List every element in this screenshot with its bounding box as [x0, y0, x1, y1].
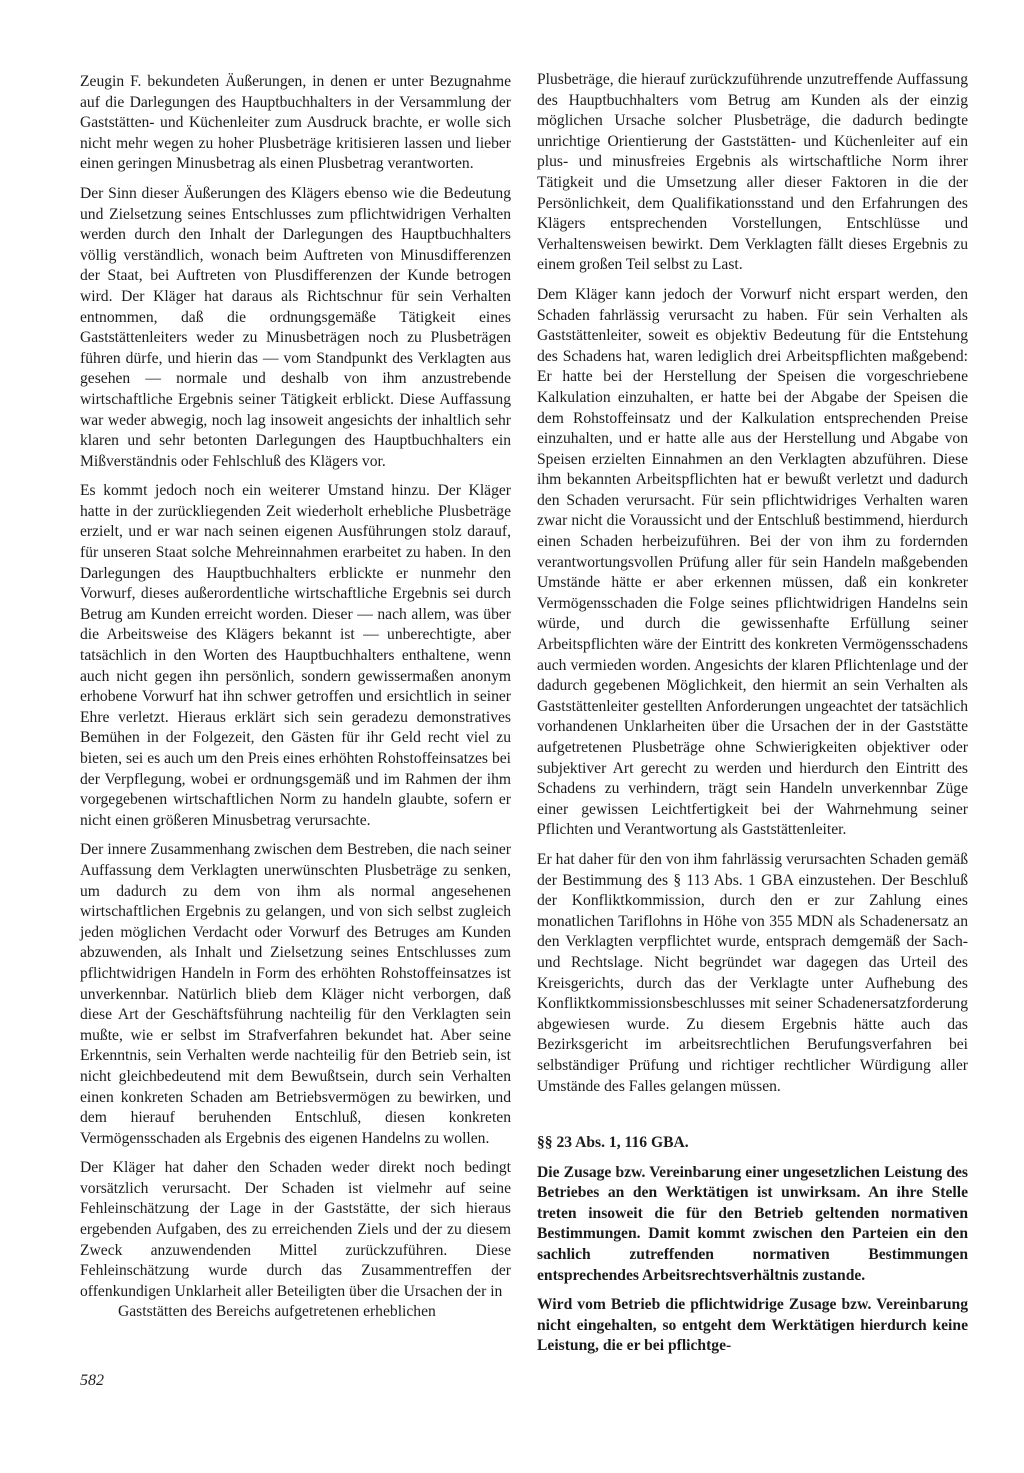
- section-heading: §§ 23 Abs. 1, 116 GBA.: [537, 1134, 689, 1152]
- left-paragraph-5-tail: Gaststätten des Bereichs aufgetretenen erheblichen: [118, 1303, 436, 1321]
- headnote-paragraph-1: Die Zusage bzw. Vereinbarung einer ungesetzlichen Leistung des Betriebes an den Werktätigen ist unwirksam. An ihre Stelle treten insoweit die für den Betrieb geltenden normativen Bestimmungen. Damit kommt zwischen den Parteien ein den sachlich zutreffenden normativen Bestimmungen entsprechendes Arbeitsrechtsverhältnis zustande.: [537, 1163, 968, 1284]
- left-column: [80, 72, 511, 1332]
- right-column: [537, 70, 968, 1366]
- right-paragraph-1: Plusbeträge, die hierauf zurückzuführende unzutreffende Auffassung des Hauptbuchhalters vom Betrug am Kunden als der einzig möglichen Ursache solcher Plusbeträge, die dadurch bedingte unrichtige Orientierung der Gaststätten- und Küchenleiter auf ein plus- und minusfreies Ergebnis als wirtschaftliche Norm ihrer Tätigkeit und die Umsetzung aller dieser Faktoren in die der Persönlichkeit, dem Qualifikationsstand und den Erfahrungen des Klägers entsprechenden Vorstellungen, Entschlüsse und Verhaltensweisen bewirkt. Dem Verklagten fällt dieses Ergebnis zu einem großen Teil selbst zu Last.: [537, 71, 968, 274]
- section-gap: [537, 1106, 968, 1133]
- left-paragraph-1: Zeugin F. bekundeten Äußerungen, in denen er unter Bezugnahme auf die Darlegungen des Hauptbuchhalters in der Versammlung der Gaststätten- und Küchenleiter zum Ausdruck brachte, er wolle sich nicht mehr wegen zu hoher Plusbeträge kritisieren lassen und lieber einen geringen Minusbetrag als einen Plusbetrag verantworten.: [80, 73, 511, 173]
- left-paragraph-4: Der innere Zusammenhang zwischen dem Bestreben, die nach seiner Auffassung dem Verklagten unerwünschten Plusbeträge zu senken, um dadurch zu dem von ihm als normal angesehenen wirtschaftlichen Ergebnis zu gelangen, und von sich selbst zugleich jeden möglichen Verdacht oder Vorwurf des Betruges am Kunden abzuwenden, als Inhalt und Zielsetzung seines Entschlusses zum pflichtwidrigen Handeln in Form des erhöhten Rohstoffeinsatzes ist unverkennbar. Natürlich blieb dem Kläger nicht verborgen, daß diese Art der Geschäftsführung nachteilig für den Verklagten sein mußte, wie er selbst im Strafverfahren bekundet hat. Aber seine Erkenntnis, sein Verhalten werde nachteilig für den Betrieb sein, ist nicht gleichbedeutend mit dem Bewußtsein, durch sein Verhalten einen konkreten Schaden am Betriebsvermögen zu bewirken, und dem hierauf beruhenden Entschluß, diesen konkreten Vermögensschaden als Ergebnis des eigenen Handelns zu wollen.: [80, 841, 511, 1147]
- page-number: 582: [80, 1372, 104, 1389]
- left-paragraph-3: Es kommt jedoch noch ein weiterer Umstand hinzu. Der Kläger hatte in der zurückliegenden Zeit wiederholt erhebliche Plusbeträge erzielt, und er war nach seinen eigenen Ausführungen stolz darauf, für unseren Staat solche Mehreinnahmen erarbeitet zu haben. In den Darlegungen des Hauptbuchhalters erblickte er nunmehr den Vorwurf, dieses außerordentliche wirtschaftliche Ergebnis sei durch Betrug am Kunden erreicht worden. Dieser — nach allem, was über die Arbeitsweise des Klägers bekannt ist — unberechtigte, aber tatsächlich in den Worten des Hauptbuchhalters enthaltene, wenn auch nicht gegen ihn persönlich, sondern gewissermaßen anonym erhobene Vorwurf hat ihn schwer getroffen und ersichtlich in seiner Ehre verletzt. Hieraus erklärt sich sein geradezu demonstratives Bemühen in der Folgezeit, den Gästen für ihr Geld recht viel zu bieten, sei es auch um den Preis eines erhöhten Rohstoffeinsatzes bei der Verpflegung, wobei er ordnungsgemäß und im Rahmen der ihm vorgegebenen wirtschaftlichen Norm zu handeln glaubte, sofern er nicht einen größeren Minusbetrag verursachte.: [80, 482, 511, 829]
- right-paragraph-2: Dem Kläger kann jedoch der Vorwurf nicht erspart werden, den Schaden fahrlässig verursacht zu haben. Für sein Verhalten als Gaststättenleiter, soweit es objektiv Bedeutung für die Entstehung des Schadens hat, waren lediglich drei Arbeitspflichten maßgebend: Er hatte bei der Herstellung der Speisen die vorgeschriebene Kalkulation einzuhalten, er hatte bei der Abgabe der Speisen die dem Rohstoffeinsatz und der Kalkulation entsprechenden Preise einzuhalten, und er hatte alle aus der Herstellung und Abgabe von Speisen erzielten Einnahmen an den Verklagten abzuführen. Diese ihm bekannten Arbeitspflichten hat er bewußt verletzt und dadurch den Schaden verursacht. Für sein pflichtwidriges Verhalten waren zwar nicht die Voraussicht und der Entschluß bestimmend, hierdurch einen Schaden herbeizuführen. Bei der von ihm zu fordernden verantwortungsvollen Prüfung aller für sein Handeln maßgebenden Umstände hätte er aber erkennen müssen, daß ein konkreter Vermögensschaden die Folge seines pflichtwidrigen Handelns sein würde, und durch die gewissenhafte Erfüllung seiner Arbeitspflichten wäre der Eintritt des konkreten Vermögensschadens auch vermieden worden. Angesichts der klaren Pflichtenlage und der dadurch gegebenen Möglichkeit, den hiermit an sein Verhalten als Gaststättenleiter gestellten Anforderungen ungeachtet der tatsächlich vorhandenen Unklarheiten über die Ursachen der in der Gaststätte aufgetretenen Plusbeträge ohne Schwierigkeiten objektiver oder subjektiver Art gerecht zu werden und hierdurch den Eintritt des Schadens zu verhindern, trägt sein Handeln unverkennbar Züge einer gewissen Leichtfertigkeit bei der Wahrnehmung seiner Pflichten und Verantwortung als Gaststättenleiter.: [537, 285, 968, 839]
- left-paragraph-2: Der Sinn dieser Äußerungen des Klägers ebenso wie die Bedeutung und Zielsetzung seines Entschlusses zum pflichtwidrigen Verhalten werden durch den Inhalt der Darlegungen des Hauptbuchhalters völlig verständlich, wonach beim Auftreten von Minusdifferenzen der Staat, bei Auftreten von Plusdifferenzen der Kunde betrogen wird. Der Kläger hat daraus als Richtschnur für sein Verhalten entnommen, daß die ordnungsgemäße Tätigkeit eines Gaststättenleiters weder zu Minusbeträgen noch zu Plusbeträgen führen dürfe, und hierin das — vom Standpunkt des Verklagten aus gesehen — normale und deshalb von ihm anzustrebende wirtschaftliche Ergebnis seiner Tätigkeit erblickt. Diese Auffassung war weder abwegig, noch lag insoweit angesichts der inhaltlich sehr klaren und sehr betonten Darlegungen des Hauptbuchhalters ein Mißverständnis oder Fehlschluß des Klägers vor.: [80, 184, 511, 470]
- left-paragraph-5: Der Kläger hat daher den Schaden weder direkt noch bedingt vorsätzlich verursacht. Der Schaden ist vielmehr auf seine Fehleinschätzung der Lage in der Gaststätte, der sich hieraus ergebenden Aufgaben, des zu erreichenden Ziels und der zu diesem Zweck anzuwendenden Mittel zurückzuführen. Diese Fehleinschätzung wurde durch das Zusammentreffen der offenkundigen Unklarheit aller Beteiligten über die Ursachen der in: [80, 1159, 511, 1300]
- headnote-paragraph-2: Wird vom Betrieb die pflichtwidrige Zusage bzw. Vereinbarung nicht eingehalten, so entgeht dem Werktätigen hierdurch keine Leistung, die er bei pflichtge-: [537, 1296, 968, 1355]
- right-paragraph-3: Er hat daher für den von ihm fahrlässig verursachten Schaden gemäß der Bestimmung des § 113 Abs. 1 GBA einzustehen. Der Beschluß der Konfliktkommission, durch den er zur Zahlung eines monatlichen Tariflohns in Höhe von 355 MDN als Schadenersatz an den Verklagten verpflichtet wurde, entsprach demgemäß der Sach- und Rechtslage. Nicht begründet war dagegen das Urteil des Kreisgerichts, durch das der Verklagte unter Aufhebung des Konfliktkommissionsbeschlusses mit seiner Schadenersatzforderung abgewiesen wurde. Zu diesem Ergebnis hätte auch das Bezirksgericht im arbeitsrechtlichen Berufungsverfahren bei selbständiger Prüfung und richtiger rechtlicher Würdigung aller Umstände des Falles gelangen müssen.: [537, 850, 968, 1095]
